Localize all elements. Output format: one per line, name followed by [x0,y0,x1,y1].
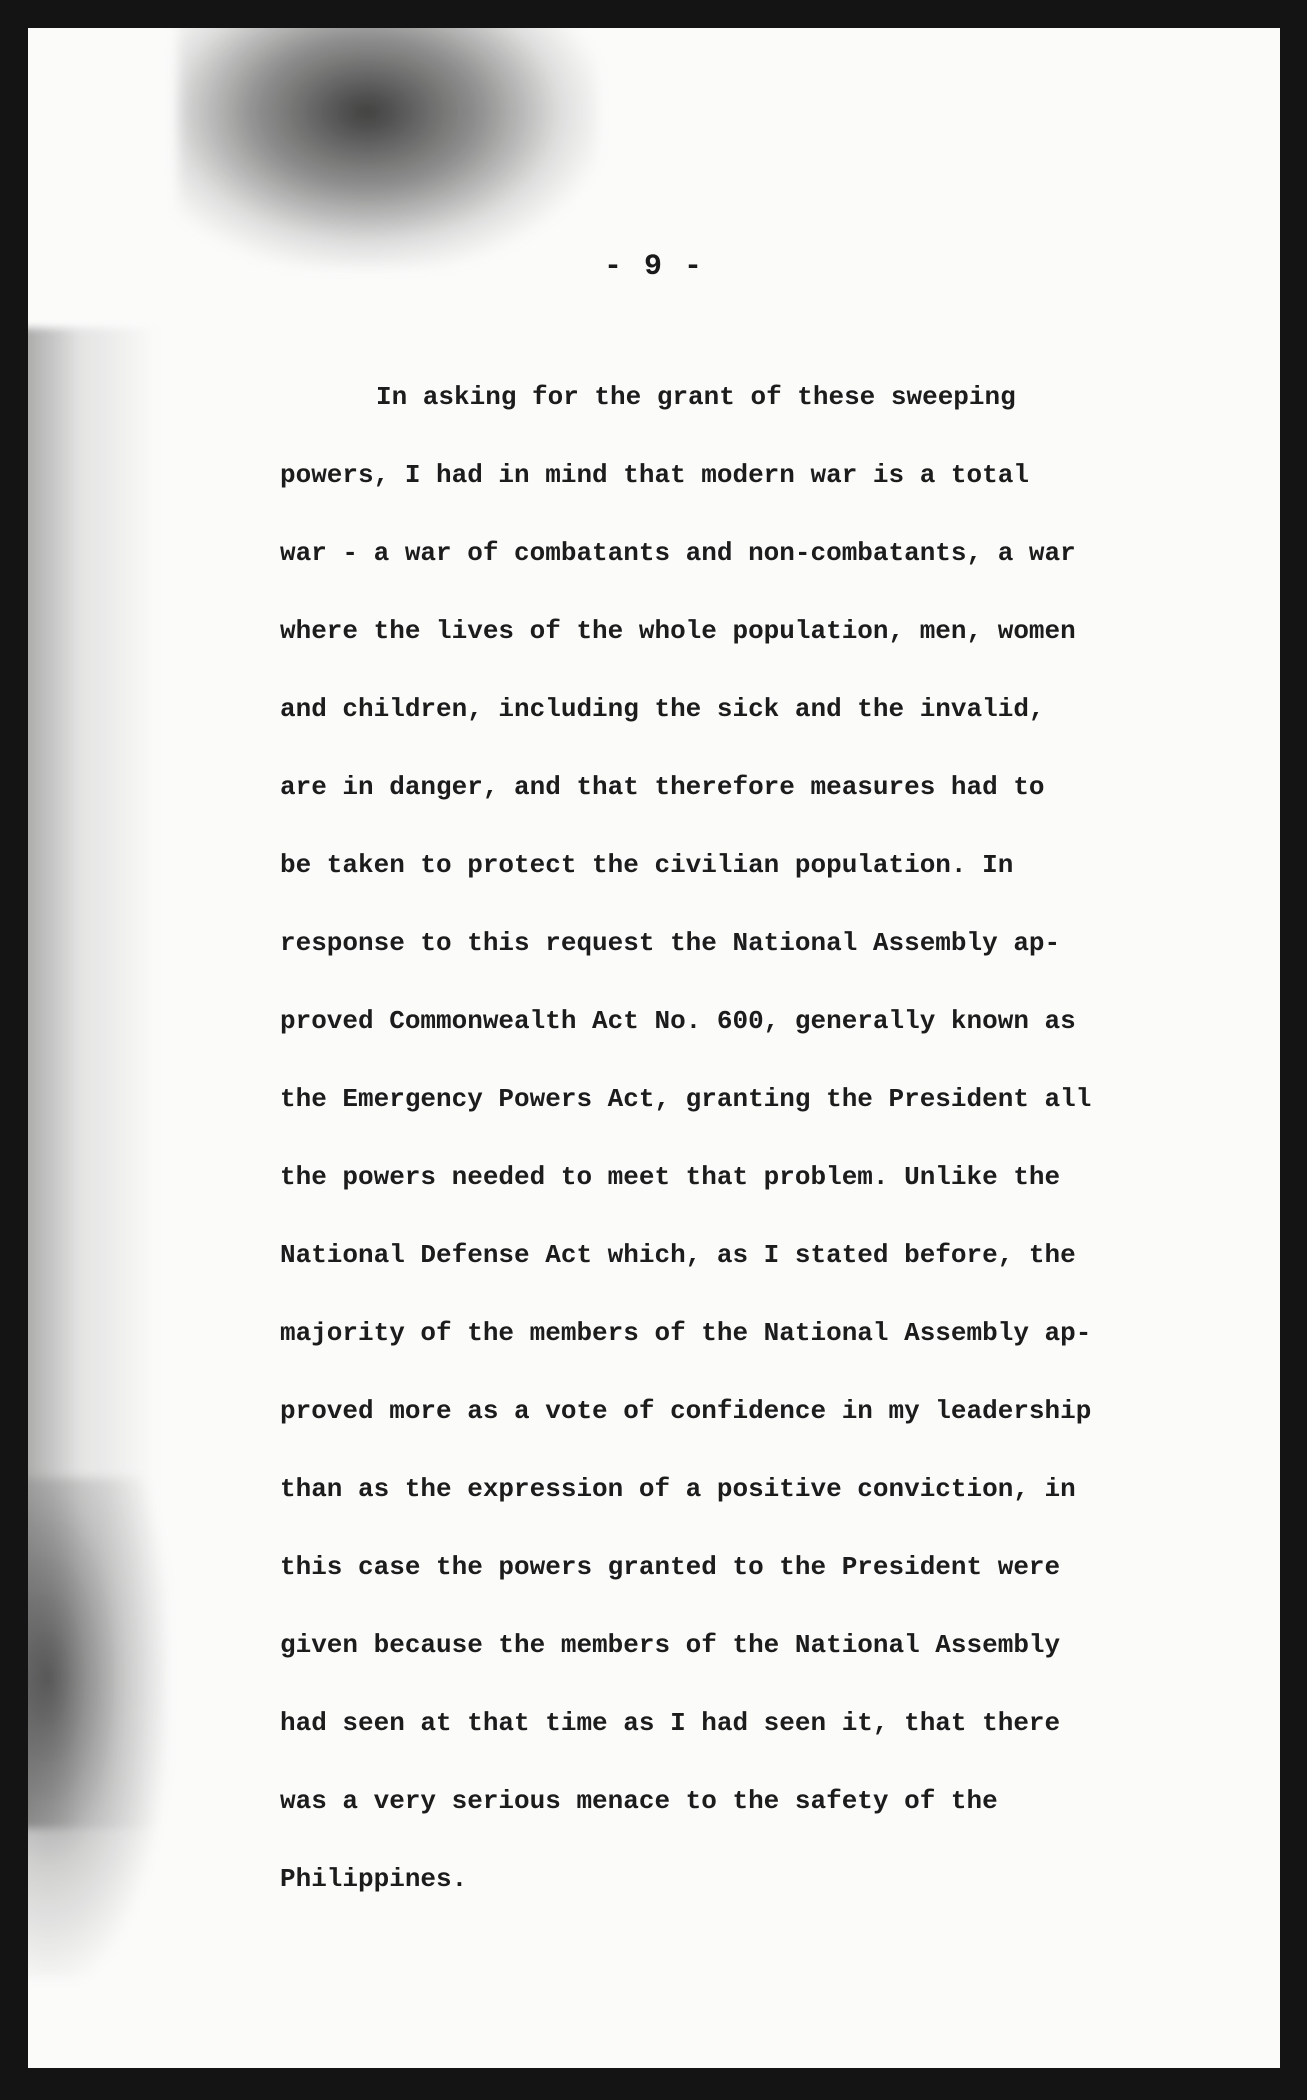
ink-stain-left [28,1478,168,1978]
document-page [28,28,1280,2068]
text-line: given because the members of the National Assembly [280,1630,1061,1660]
text-line: this case the powers granted to the President were [280,1552,1061,1582]
text-line: Philippines. [280,1864,468,1894]
text-line: National Defense Act which, as I stated before, the [280,1240,1076,1270]
text-line: the powers needed to meet that problem. Unlike the [280,1162,1061,1192]
text-line: where the lives of the whole population, men, women [280,616,1076,646]
text-line: and children, including the sick and the invalid, [280,694,1045,724]
text-line: war - a war of combatants and non-combatants, a war [280,538,1076,568]
ink-stain-top [178,28,598,268]
text-line: had seen at that time as I had seen it, that there [280,1708,1061,1738]
body-paragraph [280,358,1150,1918]
text-line: majority of the members of the National Assembly ap- [280,1318,1092,1348]
text-line: powers, I had in mind that modern war is a total [280,460,1029,490]
text-line: proved more as a vote of confidence in my leadership [280,1396,1092,1426]
text-line: be taken to protect the civilian population. In [280,850,1014,880]
text-line: are in danger, and that therefore measures had to [280,772,1045,802]
page-number: - 9 - [603,250,704,284]
text-line: than as the expression of a positive conviction, in [280,1474,1076,1504]
text-line: the Emergency Powers Act, granting the President all [280,1084,1092,1114]
text-line: proved Commonwealth Act No. 600, generally known as [280,1006,1076,1036]
text-line: In asking for the grant of these sweeping [376,382,1016,412]
text-line: response to this request the National Assembly ap- [280,928,1061,958]
text-line: was a very serious menace to the safety of the [280,1786,998,1816]
